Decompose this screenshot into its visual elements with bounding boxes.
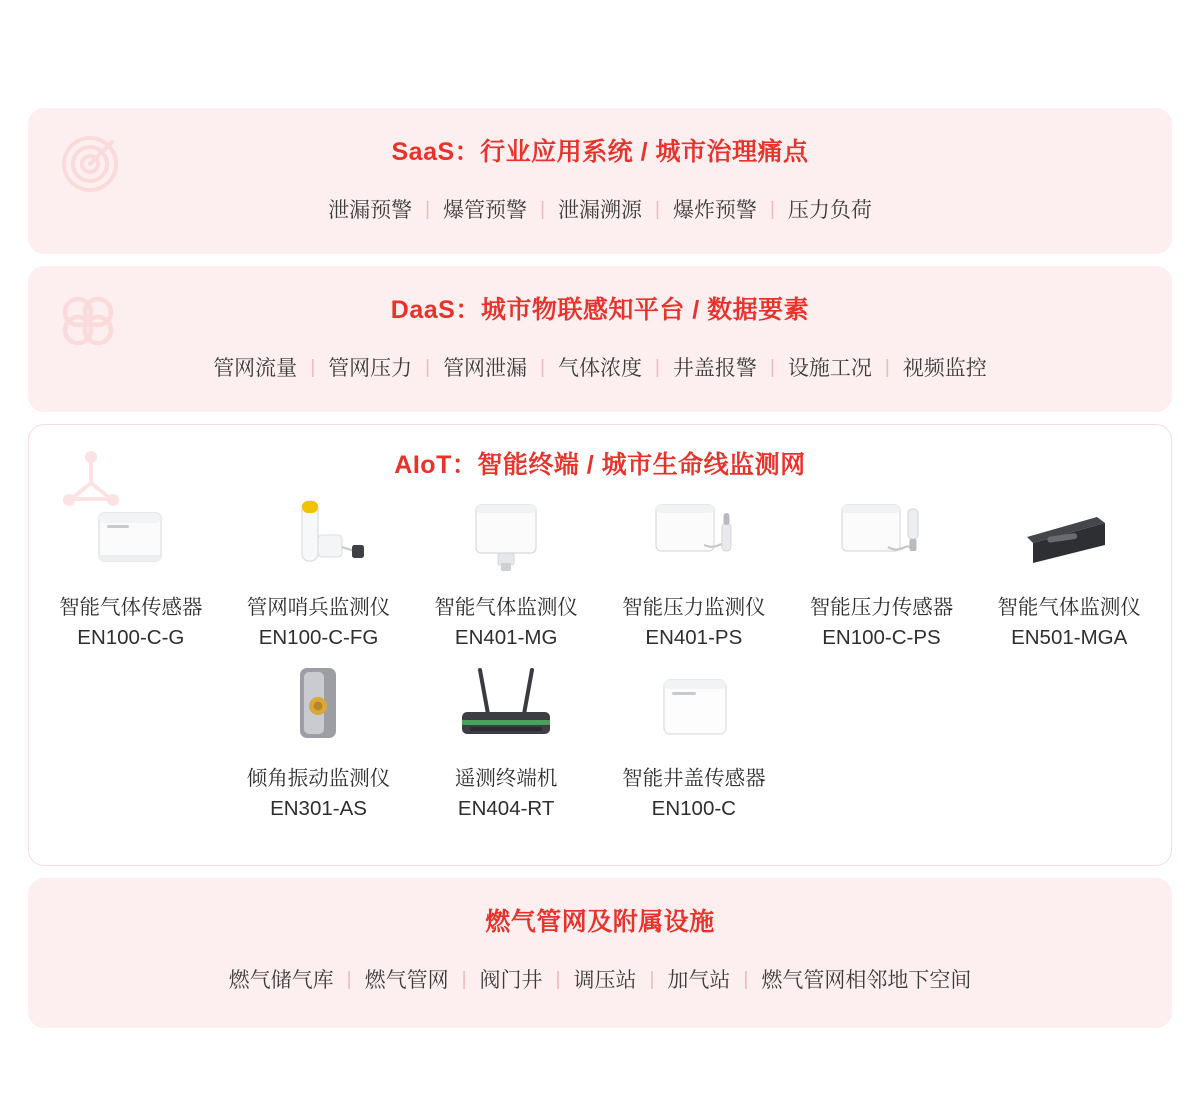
pipe-tag[interactable]: 燃气储气库 [228,969,334,992]
saas-tag[interactable]: 爆管预警 [443,199,528,222]
pipe-tag[interactable]: 燃气管网 [364,969,449,992]
device-card[interactable] [975,495,1163,652]
device-model: EN401-MG [454,625,558,649]
aiot-device-row-2 [29,652,1171,823]
manhole-sensor-icon [600,666,788,754]
pipe-tag[interactable]: 燃气管网相邻地下空间 [761,969,972,992]
daas-tag-row [28,330,1172,406]
daas-card [28,266,1172,412]
device-card[interactable] [412,495,600,652]
saas-tag[interactable]: 压力负荷 [787,199,872,222]
pipe-tag[interactable]: 调压站 [573,969,637,992]
saas-tag[interactable]: 泄漏预警 [328,199,413,222]
tag-separator: | [743,968,749,990]
aiot-title [29,425,1171,485]
device-card[interactable] [225,495,413,652]
device-card[interactable] [600,495,788,652]
device-model: EN501-MGA [1011,625,1128,649]
daas-tag[interactable]: 管网流量 [213,357,298,380]
rtu-router-icon [412,666,600,754]
pipe-tag[interactable]: 阀门井 [479,969,543,992]
device-model: EN401-PS [645,625,743,649]
daas-tag[interactable]: 管网压力 [328,357,413,380]
tag-separator: | [540,356,545,378]
tag-separator: | [540,198,545,220]
device-card[interactable] [788,495,976,652]
device-name: 管网哨兵监测仪 [246,596,391,619]
tag-separator: | [884,356,890,378]
device-name: 倾角振动监测仪 [246,767,391,791]
gas-monitor-black-icon [975,495,1163,583]
device-name: 智能气体监测仪 [997,596,1141,619]
tag-separator: | [769,356,775,378]
daas-tag[interactable]: 设施工况 [787,357,872,380]
tilt-vibration-monitor-icon [225,666,413,754]
infinity-icon [54,284,126,356]
aiot-title-rest: 智能终端 / 城市生命线监测网 [477,451,806,479]
device-card[interactable] [600,666,788,823]
target-icon [54,126,126,198]
tag-separator: | [555,968,561,990]
saas-card [28,108,1172,254]
daas-title [28,266,1172,330]
saas-tag[interactable]: 爆炸预警 [672,199,757,222]
daas-tag[interactable]: 视频监控 [902,357,987,380]
pressure-sensor-icon [788,495,976,583]
device-name: 智能气体传感器 [59,596,203,619]
tag-separator: | [310,356,316,378]
tag-separator: | [461,968,467,990]
aiot-card [28,424,1172,866]
device-model: EN404-RT [457,797,555,821]
tag-separator: | [655,356,660,378]
device-name: 智能井盖传感器 [622,767,766,791]
gas-pipeline-title: 燃气管网及附属设施 [485,908,715,936]
device-card[interactable] [225,666,413,823]
tag-separator: | [769,198,775,220]
device-card[interactable] [37,495,225,652]
daas-title-lead: DaaS： [390,296,481,324]
device-card[interactable] [412,666,600,823]
gas-pipeline-tag-row [28,942,1172,1018]
device-name: 智能压力监测仪 [622,596,766,619]
saas-title-rest: 行业应用系统 / 城市治理痛点 [480,138,809,166]
daas-tag[interactable]: 管网泄漏 [443,357,528,380]
device-model: EN100-C-G [77,625,185,649]
aiot-title-lead: AIoT： [394,451,478,479]
tag-separator: | [655,198,660,220]
aiot-device-row-1 [29,485,1171,652]
daas-tag[interactable]: 井盖报警 [672,357,757,380]
saas-title-lead: SaaS： [391,138,481,166]
tag-separator: | [649,968,655,990]
device-model: EN100-C-FG [258,625,379,649]
saas-title [28,108,1172,172]
gas-monitor-icon [412,495,600,583]
device-model: EN100-C-PS [822,625,941,649]
tag-separator: | [346,968,352,990]
device-name: 智能压力传感器 [809,596,954,619]
daas-tag[interactable]: 气体浓度 [558,357,642,380]
device-model: EN100-C [651,797,736,821]
device-name: 智能气体监测仪 [434,596,578,619]
daas-title-rest: 城市物联感知平台 / 数据要素 [480,296,810,324]
gas-pipeline-card [28,878,1172,1028]
network-node-icon [55,443,127,515]
tag-separator: | [425,356,431,378]
saas-tag[interactable]: 泄漏溯源 [558,199,642,222]
tag-separator: | [425,198,431,220]
sentry-monitor-icon [225,495,413,583]
device-name: 遥测终端机 [454,767,558,791]
pipe-tag[interactable]: 加气站 [667,969,731,992]
device-model: EN301-AS [270,797,367,821]
saas-tag-row [28,172,1172,248]
pressure-monitor-icon [600,495,788,583]
